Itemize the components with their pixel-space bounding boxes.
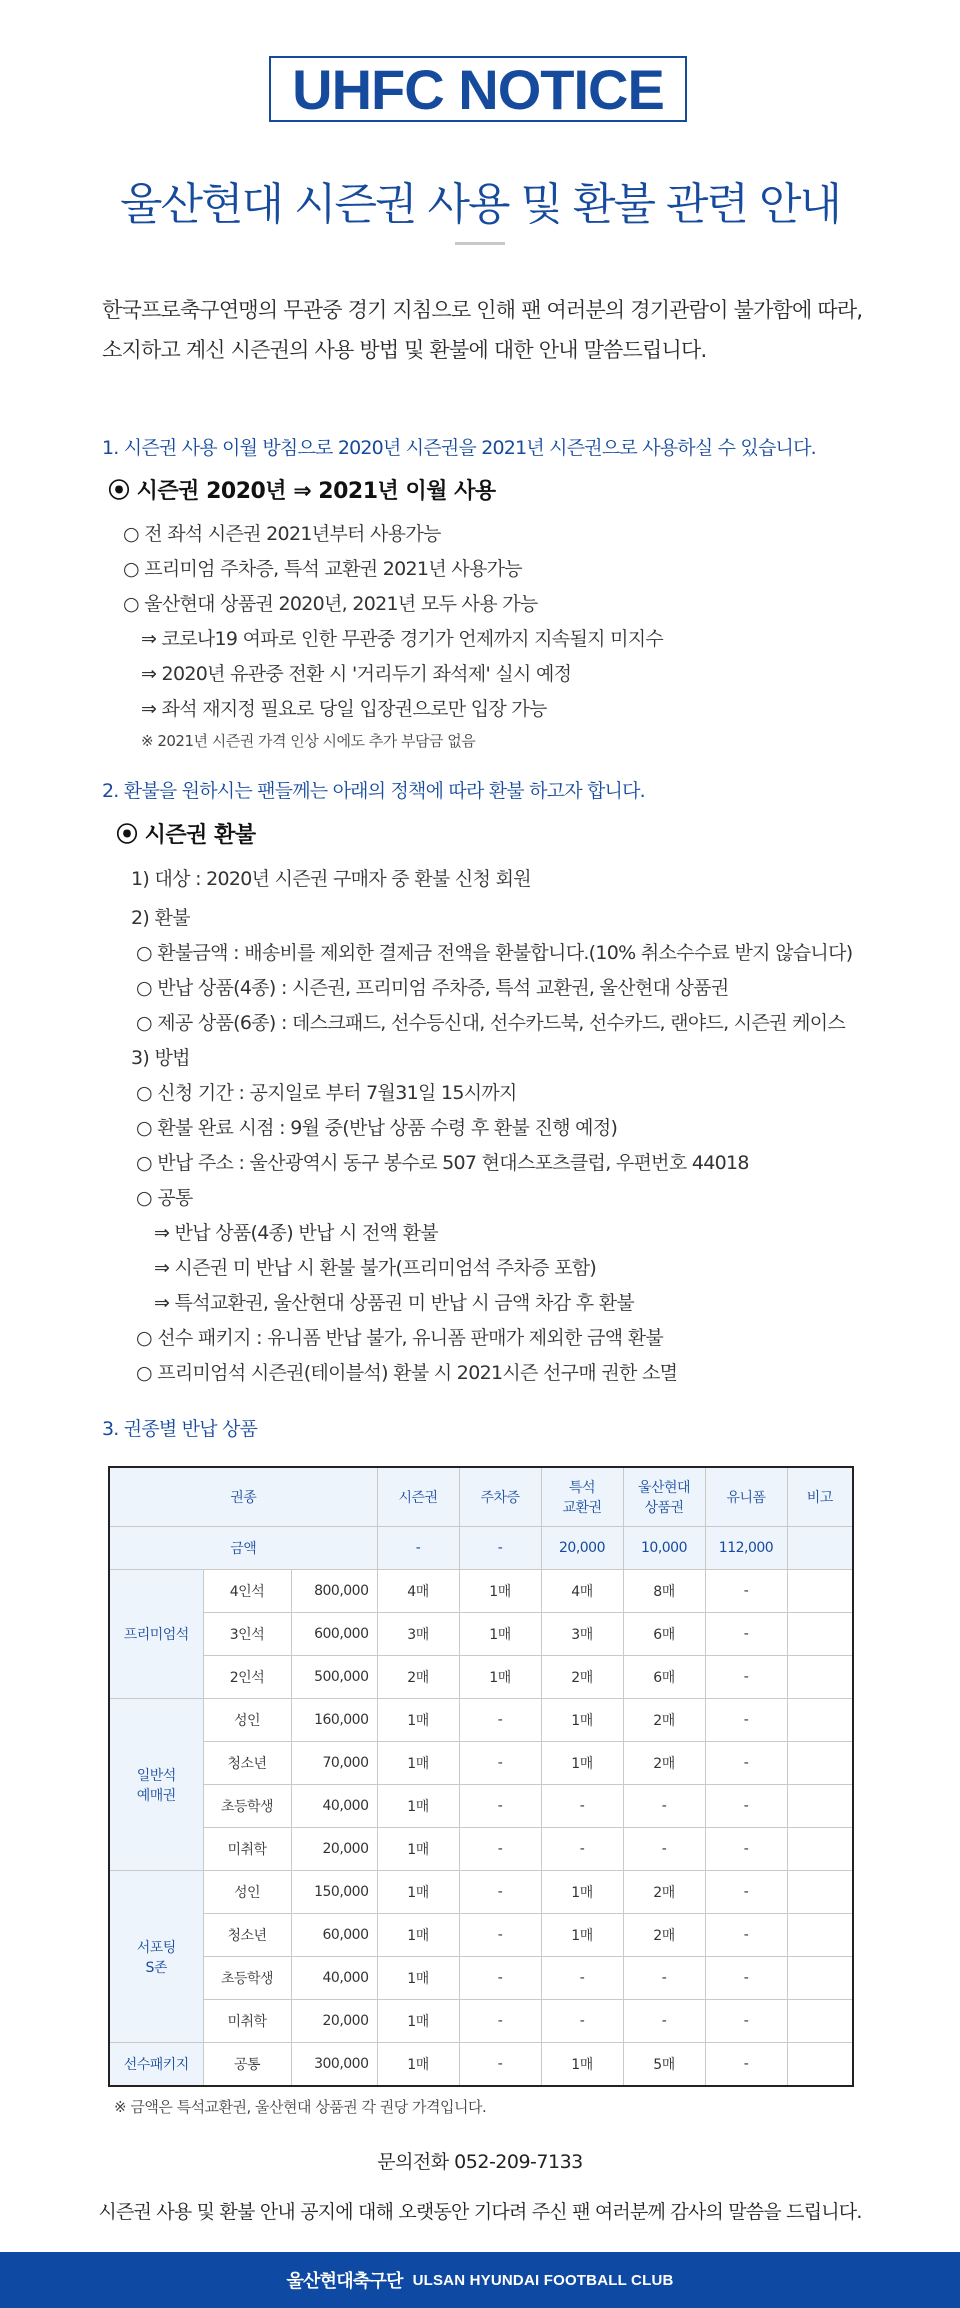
section-1-item: ○ 전 좌석 시즌권 2021년부터 사용가능 — [123, 523, 441, 545]
method-item: ○ 환불 완료 시점 : 9월 중(반납 상품 수령 후 환불 진행 예정) — [136, 1117, 618, 1139]
return-count-cell: - — [705, 1656, 787, 1699]
return-count-cell: 1매 — [377, 1957, 459, 2000]
ticket-amount-cell: 40,000 — [291, 1785, 377, 1828]
return-count-cell: - — [705, 1742, 787, 1785]
table-row — [109, 1742, 853, 1785]
header-cell: 시즌권 — [377, 1467, 459, 1527]
return-count-cell: 2매 — [541, 1656, 623, 1699]
section-1-arrow-item: ⇒ 코로나19 여파로 인한 무관중 경기가 언제까지 지속될지 미지수 — [141, 628, 664, 650]
return-count-cell: 1매 — [541, 1871, 623, 1914]
table-row — [109, 1699, 853, 1742]
return-count-cell — [787, 2000, 853, 2043]
section-1-subheading: ⦿ 시즌권 2020년 ⇒ 2021년 이월 사용 — [108, 479, 496, 504]
ticket-amount-cell: 60,000 — [291, 1914, 377, 1957]
refund-item: ○ 제공 상품(6종) : 데스크패드, 선수등신대, 선수카드북, 선수카드, 랜야드, 시즌권 케이스 — [136, 1012, 846, 1034]
return-count-cell: 1매 — [377, 1785, 459, 1828]
table-price-row — [109, 1527, 853, 1570]
price-cell: 112,000 — [705, 1527, 787, 1570]
ticket-amount-cell: 70,000 — [291, 1742, 377, 1785]
ticket-type-cell: 4인석 — [203, 1570, 291, 1613]
return-count-cell: - — [541, 1828, 623, 1871]
refund-item: ○ 환불금액 : 배송비를 제외한 결제금 전액을 환불합니다.(10% 취소수수료 받지 않습니다) — [136, 942, 853, 964]
return-count-cell: 1매 — [541, 1914, 623, 1957]
group-name-cell: 일반석 예매권 — [109, 1699, 203, 1871]
header-cell: 비고 — [787, 1467, 853, 1527]
method-title: 3) 방법 — [131, 1047, 190, 1069]
table-row — [109, 1785, 853, 1828]
return-count-cell: 1매 — [459, 1613, 541, 1656]
return-count-cell — [787, 1699, 853, 1742]
ticket-amount-cell: 150,000 — [291, 1871, 377, 1914]
contact-phone: 문의전화 052-209-7133 — [377, 2151, 583, 2173]
return-count-cell: 1매 — [377, 1871, 459, 1914]
return-count-cell: - — [623, 1785, 705, 1828]
table-row — [109, 2000, 853, 2043]
notice-badge: UHFC NOTICE — [269, 56, 687, 122]
return-count-cell: 1매 — [377, 1828, 459, 1871]
return-count-cell: 2매 — [377, 1656, 459, 1699]
return-count-cell: 1매 — [459, 1656, 541, 1699]
header-cell: 특석 교환권 — [541, 1467, 623, 1527]
return-count-cell: - — [705, 2000, 787, 2043]
price-cell — [787, 1527, 853, 1570]
return-count-cell: - — [459, 1785, 541, 1828]
method-item: ○ 신청 기간 : 공지일로 부터 7월31일 15시까지 — [136, 1082, 517, 1104]
return-count-cell — [787, 1957, 853, 2000]
return-count-cell: 1매 — [541, 2043, 623, 2087]
ticket-amount-cell: 20,000 — [291, 2000, 377, 2043]
ticket-amount-cell: 500,000 — [291, 1656, 377, 1699]
table-row — [109, 1871, 853, 1914]
ticket-type-cell: 청소년 — [203, 1914, 291, 1957]
return-count-cell: 1매 — [541, 1742, 623, 1785]
return-count-cell — [787, 1871, 853, 1914]
ticket-type-cell: 2인석 — [203, 1656, 291, 1699]
table-row — [109, 1957, 853, 2000]
return-count-cell — [787, 1785, 853, 1828]
return-count-cell: - — [459, 1828, 541, 1871]
return-count-cell — [787, 1613, 853, 1656]
refund-item: ○ 반납 상품(4종) : 시즌권, 프리미엄 주차증, 특석 교환권, 울산현대 상품권 — [136, 977, 729, 999]
ticket-amount-cell: 300,000 — [291, 2043, 377, 2087]
return-items-table — [108, 1466, 854, 2087]
return-count-cell: 2매 — [623, 1914, 705, 1957]
header-cell: 울산현대 상품권 — [623, 1467, 705, 1527]
return-count-cell: - — [705, 1699, 787, 1742]
section-2-subheading: ⦿ 시즌권 환불 — [116, 823, 256, 848]
return-count-cell: 3매 — [541, 1613, 623, 1656]
group-name-cell: 서포팅 S존 — [109, 1871, 203, 2043]
return-count-cell: - — [459, 2043, 541, 2087]
ticket-amount-cell: 40,000 — [291, 1957, 377, 2000]
ticket-amount-cell: 20,000 — [291, 1828, 377, 1871]
ticket-type-cell: 미취학 — [203, 2000, 291, 2043]
refund-title: 2) 환불 — [131, 907, 190, 929]
ticket-type-cell: 미취학 — [203, 1828, 291, 1871]
common-item: ⇒ 시즌권 미 반납 시 환불 불가(프리미엄석 주차증 포함) — [154, 1257, 597, 1279]
price-cell: - — [459, 1527, 541, 1570]
return-count-cell: - — [459, 1699, 541, 1742]
return-count-cell: - — [623, 1828, 705, 1871]
return-count-cell: - — [459, 1871, 541, 1914]
extra-item: ○ 프리미엄석 시즌권(테이블석) 환불 시 2021시즌 선구매 권한 소멸 — [136, 1362, 678, 1384]
ticket-type-cell: 초등학생 — [203, 1785, 291, 1828]
ticket-type-cell: 성인 — [203, 1871, 291, 1914]
return-count-cell: 1매 — [459, 1570, 541, 1613]
return-count-cell: - — [459, 1742, 541, 1785]
return-count-cell: - — [459, 2000, 541, 2043]
return-count-cell: 4매 — [541, 1570, 623, 1613]
section-1-arrow-item: ⇒ 좌석 재지정 필요로 당일 입장권으로만 입장 가능 — [141, 698, 547, 720]
return-count-cell: - — [623, 1957, 705, 2000]
ticket-type-cell: 공통 — [203, 2043, 291, 2087]
section-3-heading: 3. 권종별 반납 상품 — [102, 1418, 258, 1440]
return-count-cell: - — [541, 2000, 623, 2043]
return-count-cell: 6매 — [623, 1656, 705, 1699]
ticket-type-cell: 초등학생 — [203, 1957, 291, 2000]
group-name-cell: 프리미엄석 — [109, 1570, 203, 1699]
price-cell: 10,000 — [623, 1527, 705, 1570]
return-count-cell: - — [705, 1785, 787, 1828]
ticket-type-cell: 성인 — [203, 1699, 291, 1742]
method-item: ○ 공통 — [136, 1187, 193, 1209]
ticket-type-cell: 청소년 — [203, 1742, 291, 1785]
return-count-cell: 3매 — [377, 1613, 459, 1656]
return-count-cell: 1매 — [377, 2043, 459, 2087]
table-row — [109, 1828, 853, 1871]
return-count-cell: - — [705, 1570, 787, 1613]
header-cell: 유니폼 — [705, 1467, 787, 1527]
return-count-cell — [787, 1742, 853, 1785]
return-count-cell: - — [459, 1914, 541, 1957]
return-count-cell: 1매 — [541, 1699, 623, 1742]
return-count-cell — [787, 2043, 853, 2087]
section-1-note: ※ 2021년 시즌권 가격 인상 시에도 추가 부담금 없음 — [141, 732, 476, 750]
ticket-amount-cell: 160,000 — [291, 1699, 377, 1742]
refund-target: 1) 대상 : 2020년 시즌권 구매자 중 환불 신청 회원 — [131, 868, 531, 890]
common-item: ⇒ 반납 상품(4종) 반납 시 전액 환불 — [154, 1222, 438, 1244]
return-count-cell: 1매 — [377, 1742, 459, 1785]
return-count-cell: - — [705, 1914, 787, 1957]
return-count-cell: 1매 — [377, 2000, 459, 2043]
return-count-cell: 1매 — [377, 1699, 459, 1742]
footer-club-name-en: ULSAN HYUNDAI FOOTBALL CLUB — [412, 2271, 674, 2289]
section-2-heading: 2. 환불을 원하시는 팬들께는 아래의 정책에 따라 환불 하고자 합니다. — [102, 780, 645, 802]
intro-line-1: 한국프로축구연맹의 무관중 경기 지침으로 인해 팬 여러분의 경기관람이 불가함에 따라, — [102, 298, 863, 322]
footer-band — [0, 2252, 960, 2308]
section-1-item: ○ 프리미엄 주차증, 특석 교환권 2021년 사용가능 — [123, 558, 522, 580]
return-count-cell: 6매 — [623, 1613, 705, 1656]
common-item: ⇒ 특석교환권, 울산현대 상품권 미 반납 시 금액 차감 후 환불 — [154, 1292, 634, 1314]
table-header-row — [109, 1467, 853, 1527]
return-count-cell — [787, 1570, 853, 1613]
return-count-cell — [787, 1828, 853, 1871]
return-count-cell: - — [705, 1613, 787, 1656]
header-cell: 주차증 — [459, 1467, 541, 1527]
table-row — [109, 2043, 853, 2087]
return-count-cell: - — [705, 1957, 787, 2000]
ticket-amount-cell: 600,000 — [291, 1613, 377, 1656]
table-row — [109, 1656, 853, 1699]
table-note: ※ 금액은 특석교환권, 울산현대 상품권 각 권당 가격입니다. — [114, 2098, 487, 2116]
header-cell-type: 권종 — [109, 1467, 377, 1527]
return-count-cell: 2매 — [623, 1871, 705, 1914]
price-cell: - — [377, 1527, 459, 1570]
ticket-amount-cell: 800,000 — [291, 1570, 377, 1613]
section-1-heading: 1. 시즌권 사용 이월 방침으로 2020년 시즌권을 2021년 시즌권으로 사용하실 수 있습니다. — [102, 437, 816, 459]
return-count-cell: 8매 — [623, 1570, 705, 1613]
return-count-cell — [787, 1914, 853, 1957]
return-count-cell: - — [623, 2000, 705, 2043]
price-cell: 20,000 — [541, 1527, 623, 1570]
group-name-cell: 선수패키지 — [109, 2043, 203, 2087]
page-title: 울산현대 시즌권 사용 및 환불 관련 안내 — [120, 179, 840, 230]
return-count-cell: - — [459, 1957, 541, 2000]
table-row — [109, 1613, 853, 1656]
return-count-cell: - — [705, 1871, 787, 1914]
table-row — [109, 1570, 853, 1613]
return-count-cell — [787, 1656, 853, 1699]
return-count-cell: - — [705, 2043, 787, 2087]
method-item: ○ 반납 주소 : 울산광역시 동구 봉수로 507 현대스포츠클럽, 우편번호 44018 — [136, 1152, 749, 1174]
return-count-cell: - — [705, 1828, 787, 1871]
return-count-cell: 5매 — [623, 2043, 705, 2087]
return-count-cell: 2매 — [623, 1742, 705, 1785]
footer-club-name-kr: 울산현대축구단 — [286, 2271, 403, 2292]
extra-item: ○ 선수 패키지 : 유니폼 반납 불가, 유니폼 판매가 제외한 금액 환불 — [136, 1327, 664, 1349]
ticket-type-cell: 3인석 — [203, 1613, 291, 1656]
return-count-cell: 4매 — [377, 1570, 459, 1613]
return-count-cell: 1매 — [377, 1914, 459, 1957]
section-1-item: ○ 울산현대 상품권 2020년, 2021년 모두 사용 가능 — [123, 593, 538, 615]
title-divider — [455, 242, 505, 245]
table-row — [109, 1914, 853, 1957]
section-1-arrow-item: ⇒ 2020년 유관중 전환 시 '거리두기 좌석제' 실시 예정 — [141, 663, 572, 685]
return-count-cell: - — [541, 1785, 623, 1828]
return-count-cell: 2매 — [623, 1699, 705, 1742]
intro-line-2: 소지하고 계신 시즌권의 사용 방법 및 환불에 대한 안내 말씀드립니다. — [102, 338, 707, 362]
return-count-cell: - — [541, 1957, 623, 2000]
price-label-cell: 금액 — [109, 1527, 377, 1570]
closing-message: 시즌권 사용 및 환불 안내 공지에 대해 오랫동안 기다려 주신 팬 여러분께 감사의 말씀을 드립니다. — [98, 2201, 862, 2223]
